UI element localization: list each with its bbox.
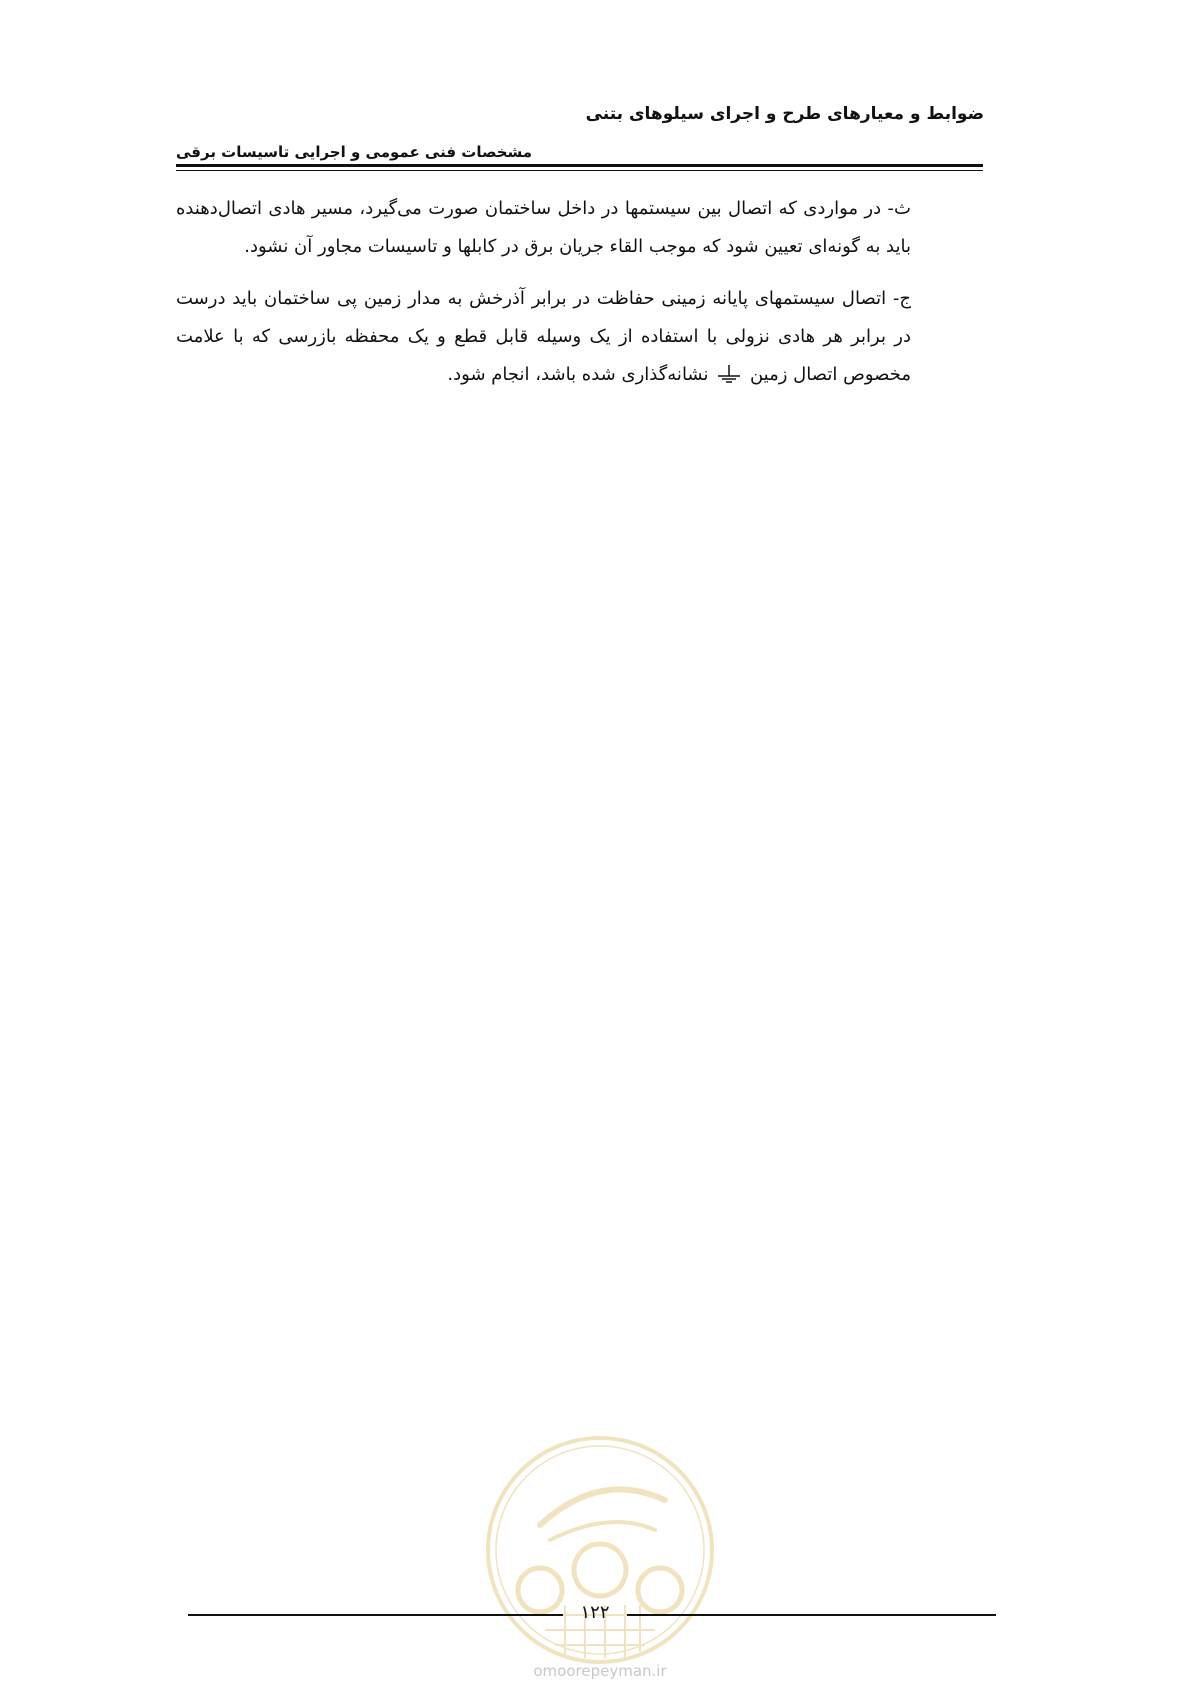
paragraph-jim-part-1: ج- اتصال سیستمهای پایانه زمینی حفاظت در برابر آذرخش به مدار زمین پی ساختمان باید درست در برابر هر هادی نزولی با استفاده از یک وسیله قابل قطع و یک محفظه بازرسی که با علامت مخصوص اتصال زمین — [176, 288, 911, 385]
paragraph-tha: ث- در مواردی که اتصال بین سیستمها در داخل ساختمان صورت می‌گیرد، مسیر هادی اتصال‌دهنده باید به گونه‌ای تعیین شود که موجب القاء جریان برق در کابلها و تاسیسات مجاور آن نشود. — [176, 198, 911, 257]
footer-rule-left — [188, 1614, 563, 1616]
body-text — [176, 190, 911, 408]
header-rule-thin — [176, 170, 983, 171]
header-rule-thick — [176, 164, 983, 167]
watermark-url: omoorepeyman.ir — [533, 1662, 667, 1680]
earth-ground-icon — [716, 364, 742, 384]
section-title: مشخصات فنی عمومی و اجرایی تاسیسات برقی — [176, 143, 533, 161]
document-title: ضوابط و معیارهای طرح و اجرای سیلوهای بتنی — [585, 104, 984, 124]
footer-rule-right — [627, 1614, 996, 1616]
omoore-peyman-seal-icon — [480, 1430, 720, 1670]
paragraph-jim-part-2: نشانه‌گذاری شده باشد، انجام شود. — [447, 364, 709, 385]
paragraph-jim — [176, 280, 911, 394]
page-number: ۱۲۲ — [580, 1602, 610, 1623]
